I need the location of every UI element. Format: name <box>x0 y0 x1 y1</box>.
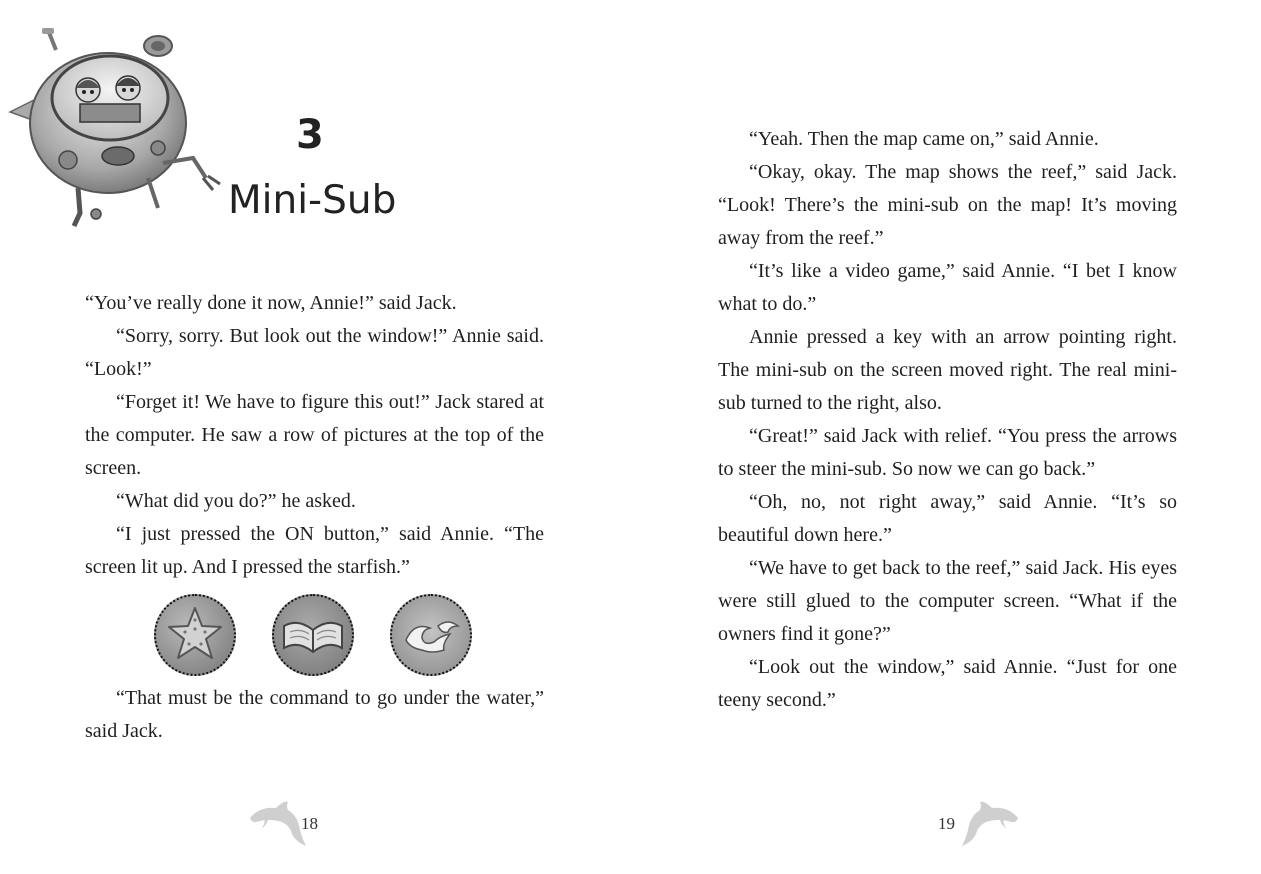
paragraph: Annie pressed a key with an arrow pointing right. The mini-sub on the screen moved right. The real mini-sub turned to the right, also. <box>718 326 1177 414</box>
right-page <box>630 0 1261 874</box>
wave-icon <box>390 594 472 676</box>
paragraph: “Great!” said Jack with relief. “You press the arrows to steer the mini-sub. So now we can go back.” <box>718 425 1177 480</box>
paragraph: “Forget it! We have to figure this out!” Jack stared at the computer. He saw a row of pictures at the top of the screen. <box>85 391 544 479</box>
paragraph: “You’ve really done it now, Annie!” said Jack. <box>85 292 457 314</box>
page-number: 18 <box>301 814 318 833</box>
paragraph: “Yeah. Then the map came on,” said Annie. <box>749 128 1099 150</box>
paragraph: “Okay, okay. The map shows the reef,” said Jack. “Look! There’s the mini-sub on the map! It’s moving away from the reef.” <box>718 161 1177 249</box>
right-page-footer <box>938 794 1048 850</box>
starfish-icon <box>154 594 236 676</box>
left-text-top <box>85 287 544 584</box>
dolphin-icon <box>960 796 1022 848</box>
paragraph: “We have to get back to the reef,” said Jack. His eyes were still glued to the computer screen. “What if the owners find it gone?” <box>718 557 1177 645</box>
left-page <box>0 0 630 874</box>
left-page-footer <box>246 794 356 850</box>
right-text <box>718 123 1177 717</box>
paragraph: “It’s like a video game,” said Annie. “I bet I know what to do.” <box>718 260 1177 315</box>
dolphin-icon <box>246 796 308 848</box>
paragraph: “Sorry, sorry. But look out the window!” Annie said. “Look!” <box>85 325 544 380</box>
command-icons-row <box>152 594 482 682</box>
mini-sub-illustration <box>8 28 233 233</box>
paragraph: “I just pressed the ON button,” said Annie. “The screen lit up. And I pressed the starfish.” <box>85 523 544 578</box>
chapter-number: 3 <box>296 112 324 158</box>
paragraph: “Look out the window,” said Annie. “Just for one teeny second.” <box>718 656 1177 711</box>
chapter-title: Mini-Sub <box>228 178 397 223</box>
paragraph: “What did you do?” he asked. <box>116 490 356 512</box>
left-text-bottom <box>85 682 544 748</box>
page-number: 19 <box>938 814 955 833</box>
paragraph: “Oh, no, not right away,” said Annie. “It’s so beautiful down here.” <box>718 491 1177 546</box>
paragraph: “That must be the command to go under the water,” said Jack. <box>85 687 544 742</box>
book-icon <box>272 594 354 676</box>
